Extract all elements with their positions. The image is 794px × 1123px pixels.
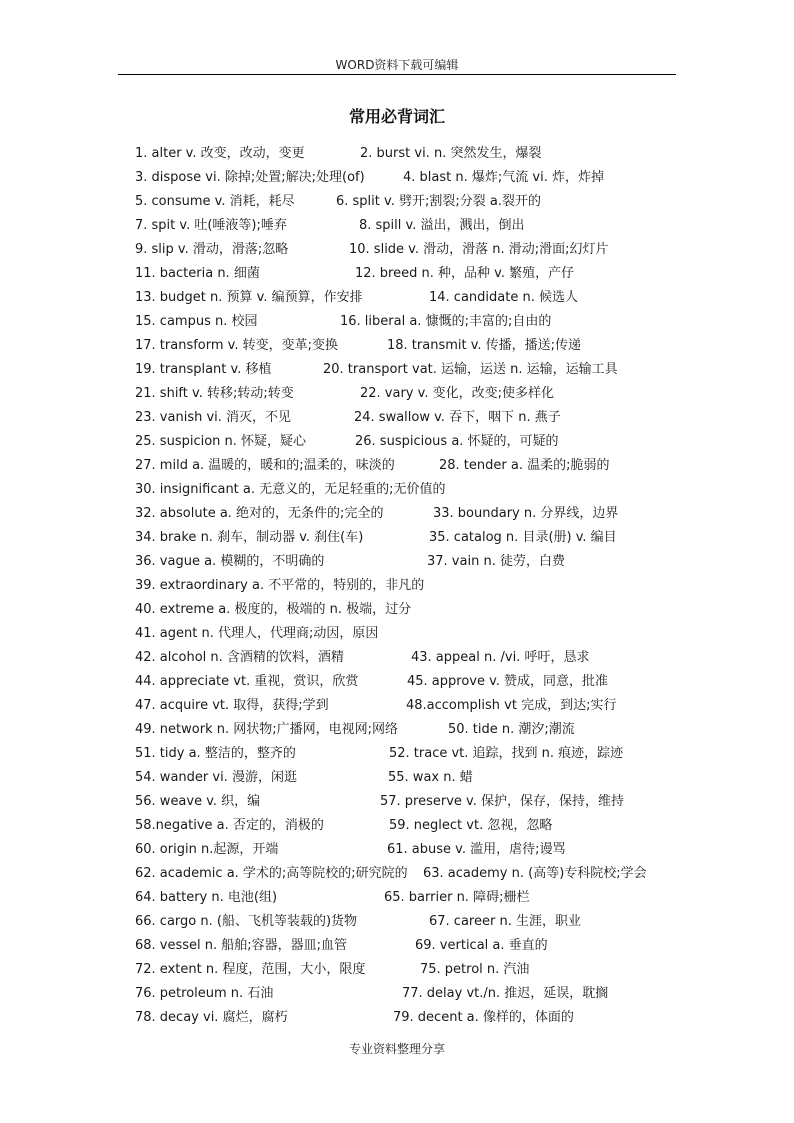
vocab-entry: 78. decay vi. 腐烂，腐朽 (135, 1010, 288, 1025)
vocab-row (135, 814, 695, 838)
vocab-entry: 35. catalog n. 目录(册) v. 编目 (429, 530, 617, 545)
vocab-entry: 16. liberal a. 慷慨的;丰富的;自由的 (340, 314, 552, 329)
vocab-row (135, 574, 695, 598)
vocab-entry: 64. battery n. 电池(组) (135, 890, 278, 905)
vocab-row (135, 934, 695, 958)
page-title: 常用必背词汇 (348, 107, 445, 126)
vocab-entry: 34. brake n. 刹车，制动器 v. 刹住(车) (135, 530, 364, 545)
vocab-row (135, 1006, 695, 1030)
vocab-entry: 22. vary v. 变化，改变;使多样化 (360, 386, 554, 401)
vocab-entry: 27. mild a. 温暖的，暖和的;温柔的，味淡的 (135, 458, 395, 473)
vocab-entry: 65. barrier n. 障碍;栅栏 (384, 890, 530, 905)
vocab-row (135, 166, 695, 190)
vocab-entry: 77. delay vt./n. 推迟，延误，耽搁 (402, 986, 609, 1001)
vocab-entry: 26. suspicious a. 怀疑的，可疑的 (355, 434, 559, 449)
vocab-row (135, 718, 695, 742)
vocab-entry: 55. wax n. 蜡 (388, 770, 473, 785)
vocab-entry: 45. approve v. 赞成，同意，批准 (407, 674, 609, 689)
vocab-entry: 2. burst vi. n. 突然发生，爆裂 (360, 146, 542, 161)
vocab-entry: 62. academic a. 学术的;高等院校的;研究院的 (135, 866, 408, 881)
vocab-entry: 51. tidy a. 整洁的，整齐的 (135, 746, 296, 761)
vocab-entry: 72. extent n. 程度，范围，大小，限度 (135, 962, 366, 977)
vocab-row (135, 430, 695, 454)
vocab-entry: 18. transmit v. 传播，播送;传递 (387, 338, 582, 353)
vocab-entry: 57. preserve v. 保护，保存，保持，维持 (380, 794, 625, 809)
vocab-row (135, 862, 695, 886)
vocab-entry: 41. agent n. 代理人，代理商;动因，原因 (135, 626, 379, 641)
vocab-row (135, 550, 695, 574)
vocab-entry: 69. vertical a. 垂直的 (415, 938, 548, 953)
vocab-row (135, 214, 695, 238)
vocab-row (135, 958, 695, 982)
vocab-entry: 12. breed n. 种，品种 v. 繁殖，产仔 (355, 266, 575, 281)
vocab-row (135, 358, 695, 382)
vocab-entry: 14. candidate n. 候选人 (429, 290, 578, 305)
vocab-entry: 48.accomplish vt 完成，到达;实行 (406, 698, 617, 713)
vocabulary-list (135, 142, 695, 1030)
vocab-entry: 54. wander vi. 漫游，闲逛 (135, 770, 297, 785)
vocab-entry: 75. petrol n. 汽油 (420, 962, 530, 977)
vocab-entry: 79. decent a. 像样的，体面的 (393, 1010, 574, 1025)
vocab-row (135, 766, 695, 790)
vocab-row (135, 982, 695, 1006)
vocab-row (135, 598, 695, 622)
page-footer: 专业资料整理分享 (348, 1042, 445, 1056)
vocab-row (135, 694, 695, 718)
vocab-row (135, 190, 695, 214)
vocab-row (135, 142, 695, 166)
vocab-row (135, 454, 695, 478)
vocab-entry: 3. dispose vi. 除掉;处置;解决;处理(of) (135, 170, 365, 185)
vocab-entry: 19. transplant v. 移植 (135, 362, 272, 377)
vocab-entry: 11. bacteria n. 细菌 (135, 266, 260, 281)
vocab-entry: 25. suspicion n. 怀疑，疑心 (135, 434, 307, 449)
vocab-row (135, 406, 695, 430)
vocab-row (135, 838, 695, 862)
vocab-entry: 66. cargo n. (船、飞机等装载的)货物 (135, 914, 358, 929)
vocab-entry: 5. consume v. 消耗，耗尽 (135, 194, 295, 209)
vocab-entry: 76. petroleum n. 石油 (135, 986, 274, 1001)
vocab-entry: 32. absolute a. 绝对的，无条件的;完全的 (135, 506, 384, 521)
vocab-row (135, 910, 695, 934)
vocab-entry: 9. slip v. 滑动，滑落;忽略 (135, 242, 289, 257)
vocab-entry: 68. vessel n. 船舶;容器，器皿;血管 (135, 938, 348, 953)
vocab-row (135, 310, 695, 334)
vocab-entry: 44. appreciate vt. 重视，赏识，欣赏 (135, 674, 359, 689)
vocab-entry: 40. extreme a. 极度的，极端的 n. 极端，过分 (135, 602, 412, 617)
vocab-entry: 7. spit v. 吐(唾液等);唾弃 (135, 218, 287, 233)
vocab-row (135, 382, 695, 406)
vocab-entry: 1. alter v. 改变，改动，变更 (135, 146, 305, 161)
vocab-row (135, 646, 695, 670)
vocab-entry: 10. slide v. 滑动，滑落 n. 滑动;滑面;幻灯片 (349, 242, 609, 257)
vocab-row (135, 790, 695, 814)
vocab-entry: 15. campus n. 校园 (135, 314, 258, 329)
vocab-entry: 33. boundary n. 分界线，边界 (433, 506, 619, 521)
vocab-entry: 36. vague a. 模糊的，不明确的 (135, 554, 325, 569)
vocab-row (135, 478, 695, 502)
vocab-row (135, 622, 695, 646)
vocab-row (135, 286, 695, 310)
vocab-entry: 61. abuse v. 滥用，虐待;谩骂 (387, 842, 566, 857)
vocab-entry: 8. spill v. 溢出，溅出，倒出 (359, 218, 525, 233)
page-header: WORD资料下载可编辑 (335, 58, 459, 72)
vocab-entry: 58.negative a. 否定的，消极的 (135, 818, 324, 833)
vocab-entry: 43. appeal n. /vi. 呼吁，恳求 (411, 650, 590, 665)
vocab-entry: 30. insignificant a. 无意义的，无足轻重的;无价值的 (135, 482, 446, 497)
vocab-entry: 47. acquire vt. 取得，获得;学到 (135, 698, 329, 713)
vocab-entry: 37. vain n. 徒劳，白费 (427, 554, 565, 569)
vocab-entry: 52. trace vt. 追踪，找到 n. 痕迹，踪迹 (389, 746, 624, 761)
vocab-entry: 17. transform v. 转变，变革;变换 (135, 338, 338, 353)
vocab-row (135, 238, 695, 262)
vocab-row (135, 502, 695, 526)
vocab-entry: 59. neglect vt. 忽视，忽略 (389, 818, 553, 833)
vocab-entry: 24. swallow v. 吞下，咽下 n. 燕子 (354, 410, 561, 425)
vocab-entry: 67. career n. 生涯，职业 (429, 914, 581, 929)
vocab-entry: 60. origin n.起源，开端 (135, 842, 279, 857)
vocab-entry: 20. transport vat. 运输，运送 n. 运输，运输工具 (323, 362, 618, 377)
vocab-row (135, 334, 695, 358)
vocab-entry: 63. academy n. (高等)专科院校;学会 (423, 866, 647, 881)
vocab-entry: 50. tide n. 潮汐;潮流 (448, 722, 575, 737)
vocab-entry: 21. shift v. 转移;转动;转变 (135, 386, 294, 401)
vocab-entry: 56. weave v. 织，编 (135, 794, 261, 809)
vocab-row (135, 262, 695, 286)
vocab-entry: 13. budget n. 预算 v. 编预算，作安排 (135, 290, 363, 305)
header-divider (118, 74, 676, 75)
vocab-entry: 39. extraordinary a. 不平常的，特别的，非凡的 (135, 578, 425, 593)
vocab-entry: 49. network n. 网状物;广播网，电视网;网络 (135, 722, 398, 737)
vocab-entry: 23. vanish vi. 消灭，不见 (135, 410, 292, 425)
vocab-entry: 42. alcohol n. 含酒精的饮料，酒精 (135, 650, 344, 665)
vocab-row (135, 526, 695, 550)
vocab-row (135, 886, 695, 910)
vocab-row (135, 670, 695, 694)
vocab-entry: 28. tender a. 温柔的;脆弱的 (439, 458, 610, 473)
vocab-entry: 4. blast n. 爆炸;气流 vi. 炸，炸掉 (403, 170, 604, 185)
vocab-row (135, 742, 695, 766)
vocab-entry: 6. split v. 劈开;割裂;分裂 a.裂开的 (336, 194, 541, 209)
